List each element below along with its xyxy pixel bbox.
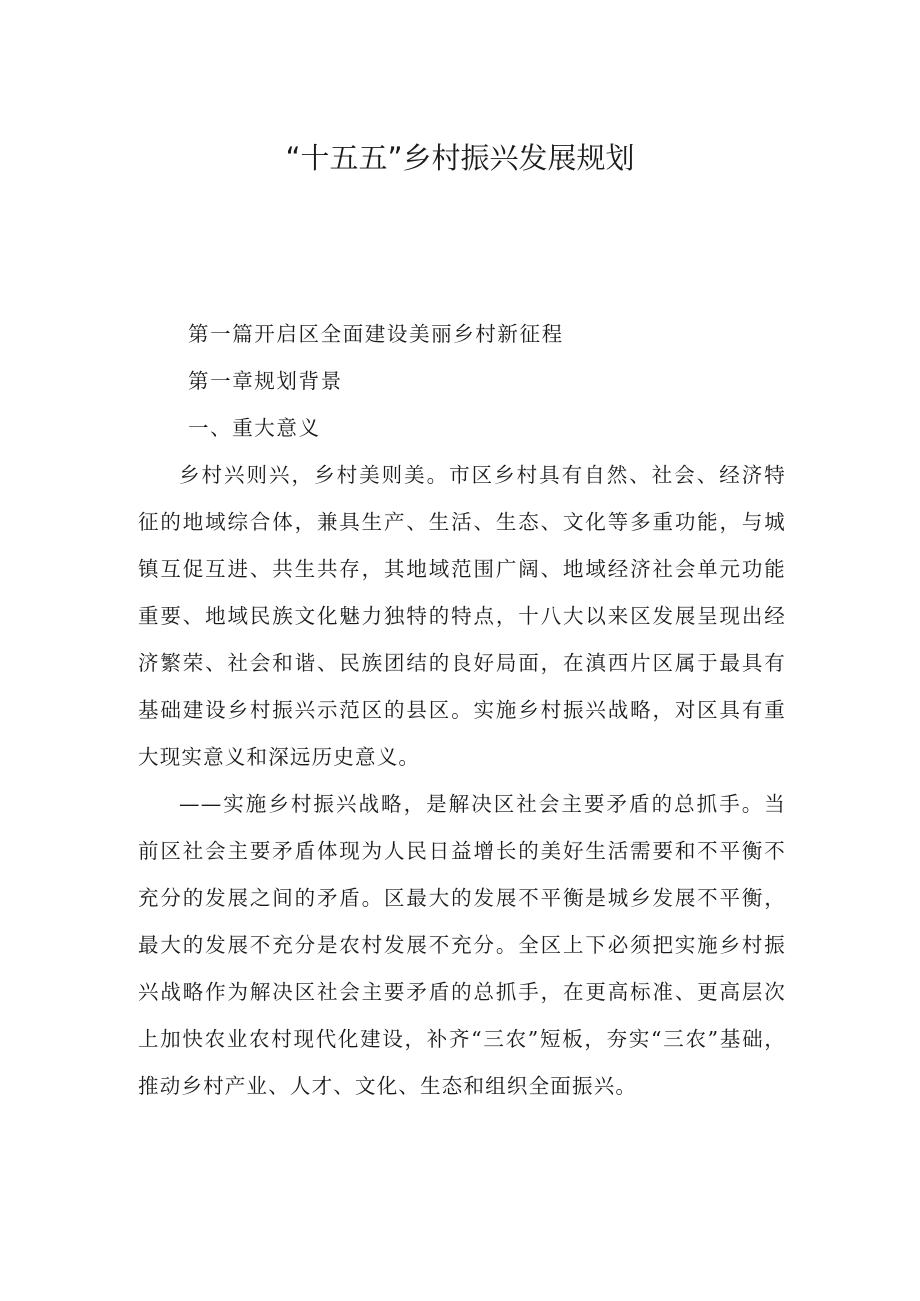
- document-title: “十五五”乡村振兴发展规划: [285, 141, 635, 175]
- paragraph-main-contradiction: ——实施乡村振兴战略，是解决区社会主要矛盾的总抓手。当前区社会主要矛盾体现为人民日益增长的美好生活需要和不平衡不充分的发展之间的矛盾。区最大的发展不平衡是城乡发展不平衡，最大的发展不充分是农村发展不充分。全区上下必须把实施乡村振兴战略作为解决区社会主要矛盾的总抓手，在更高标准、更高层次上加快农业农村现代化建设，补齐“三农”短板，夯实“三农”基础，推动乡村产业、人才、文化、生态和组织全面振兴。: [138, 792, 786, 1098]
- section-heading: 一、重大意义: [188, 416, 321, 440]
- chapter-heading: 第一章规划背景: [188, 369, 343, 393]
- part-heading: 第一篇开启区全面建设美丽乡村新征程: [188, 322, 564, 346]
- paragraph-significance: 乡村兴则兴，乡村美则美。市区乡村具有自然、社会、经济特征的地域综合体，兼具生产、生活、生态、文化等多重功能，与城镇互促互进、共生共存，其地域范围广阔、地域经济社会单元功能重要、地域民族文化魅力独特的特点，十八大以来区发展呈现出经济繁荣、社会和谐、民族团结的良好局面，在滇西片区属于最具有基础建设乡村振兴示范区的县区。实施乡村振兴战略，对区具有重大现实意义和深远历史意义。: [138, 463, 786, 769]
- document-body: [138, 311, 786, 1110]
